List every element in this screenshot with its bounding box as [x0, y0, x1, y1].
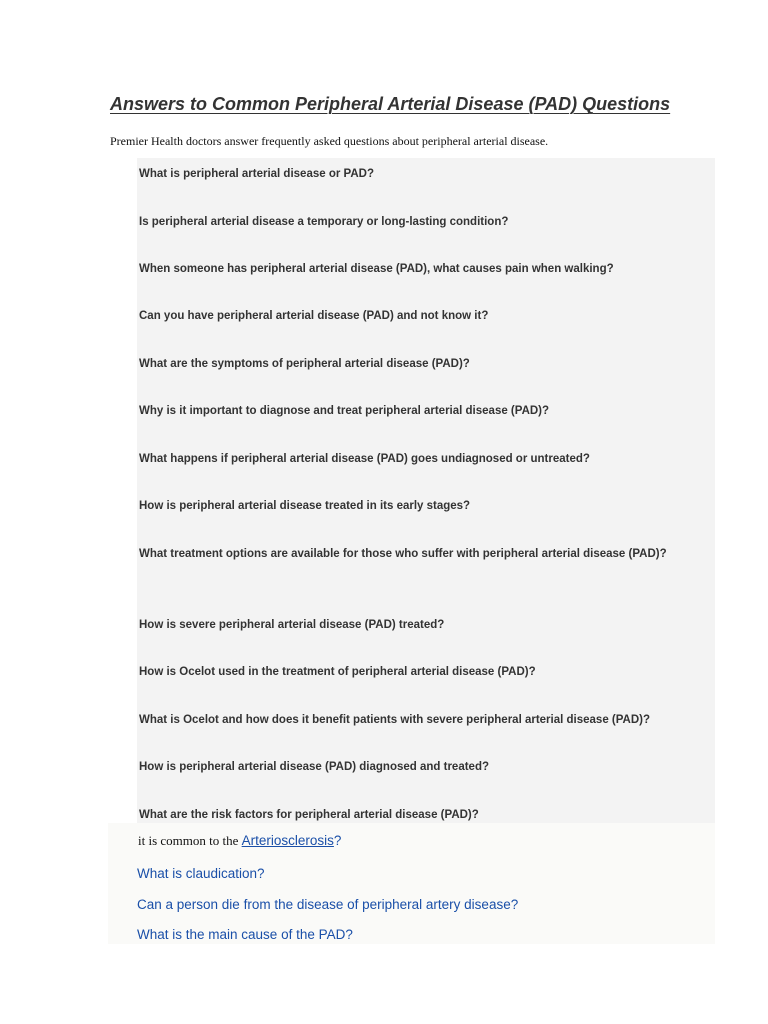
related-item-arteriosclerosis	[138, 833, 341, 849]
related-prefix: it is common to the	[138, 833, 242, 848]
faq-question[interactable]: Is peripheral arterial disease a temporary or long-lasting condition?	[139, 216, 509, 228]
faq-question[interactable]: How is peripheral arterial disease treated in its early stages?	[139, 500, 471, 512]
intro-text: Premier Health doctors answer frequently asked questions about peripheral arterial disease.	[110, 134, 549, 148]
faq-question[interactable]: How is peripheral arterial disease (PAD) diagnosed and treated?	[139, 761, 489, 773]
faq-question[interactable]: How is Ocelot used in the treatment of peripheral arterial disease (PAD)?	[139, 666, 536, 678]
faq-question[interactable]: Can you have peripheral arterial disease (PAD) and not know it?	[139, 310, 489, 322]
related-link-claudication[interactable]: What is claudication?	[137, 866, 265, 881]
faq-question[interactable]: How is severe peripheral arterial disease (PAD) treated?	[139, 619, 445, 631]
faq-question[interactable]: Why is it important to diagnose and treat peripheral arterial disease (PAD)?	[139, 405, 550, 417]
faq-question[interactable]: What treatment options are available for those who suffer with peripheral arterial disease (PAD)?	[139, 548, 667, 560]
faq-list	[137, 158, 715, 823]
related-link-can-die[interactable]: Can a person die from the disease of peripheral artery disease?	[137, 897, 519, 912]
related-link-main-cause[interactable]: What is the main cause of the PAD?	[137, 927, 353, 942]
faq-question[interactable]: When someone has peripheral arterial disease (PAD), what causes pain when walking?	[139, 263, 614, 275]
faq-question[interactable]: What are the symptoms of peripheral arterial disease (PAD)?	[139, 358, 470, 370]
faq-question[interactable]: What is peripheral arterial disease or PAD?	[139, 168, 374, 180]
page-title: Answers to Common Peripheral Arterial Disease (PAD) Questions	[110, 94, 671, 114]
faq-question[interactable]: What are the risk factors for peripheral arterial disease (PAD)?	[139, 809, 479, 821]
faq-question[interactable]: What is Ocelot and how does it benefit patients with severe peripheral arterial disease (PAD)?	[139, 714, 651, 726]
arteriosclerosis-link[interactable]: Arteriosclerosis	[241, 833, 334, 848]
related-questions	[108, 823, 715, 944]
faq-question[interactable]: What happens if peripheral arterial disease (PAD) goes undiagnosed or untreated?	[139, 453, 590, 465]
related-suffix: ?	[333, 833, 342, 848]
